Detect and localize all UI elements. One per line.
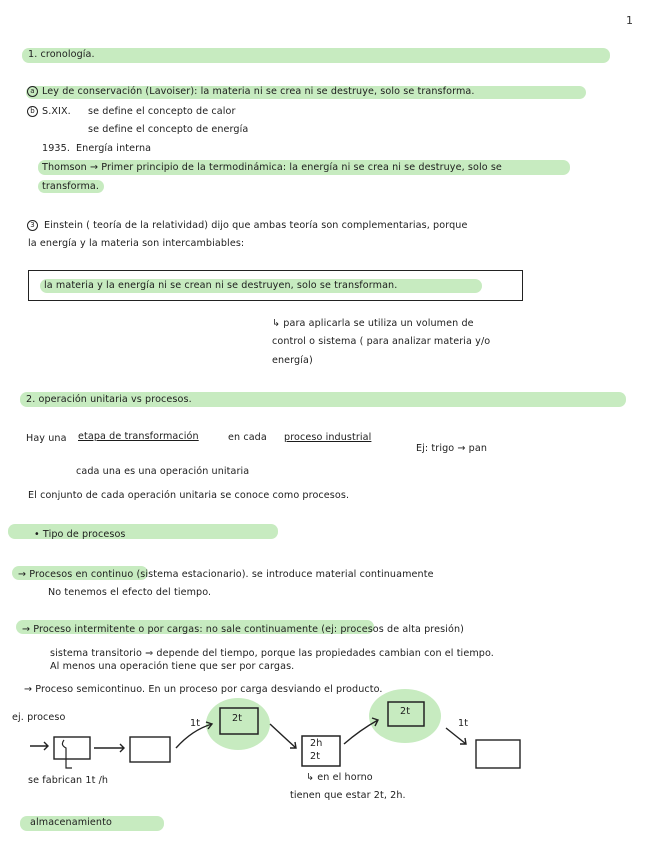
box-6 xyxy=(476,740,520,768)
era-text: S.XIX. xyxy=(42,106,71,117)
ejemplo-label: ej. proceso xyxy=(12,712,66,723)
box-4-label-a: 2h xyxy=(310,738,323,749)
einstein-text-2: la energía y la materia son intercambiables: xyxy=(28,238,245,249)
box-1 xyxy=(54,737,90,759)
etapa-text: etapa de transformación xyxy=(78,431,199,442)
box-5-label: 2t xyxy=(400,706,411,717)
marker-a: a xyxy=(27,86,38,97)
input-arrow xyxy=(30,742,48,750)
calor-text: se define el concepto de calor xyxy=(88,106,236,117)
continuo-text: → Procesos en continuo (sistema estacionario). se introduce material continuamente xyxy=(18,569,434,580)
horno-note-1: ↳ en el horno xyxy=(306,772,373,783)
semicontinuo-text: → Proceso semicontinuo. En un proceso por carga desviando el producto. xyxy=(24,684,383,695)
note-line-3: energía) xyxy=(272,355,313,366)
operacion-unitaria-note: cada una es una operación unitaria xyxy=(76,466,250,477)
tipo-procesos-title: • Tipo de procesos xyxy=(34,529,126,540)
box-3-label: 2t xyxy=(232,713,243,724)
hay-text: Hay una xyxy=(26,433,67,444)
transitorio-text: sistema transitorio ⇒ depende del tiempo, porque las propiedades cambian con el tiempo. xyxy=(50,648,494,659)
year-text: 1935. xyxy=(42,143,70,154)
fabrican-text: se fabrican 1t /h xyxy=(28,775,109,786)
page-number: 1 xyxy=(626,14,633,27)
thomson-text: Thomson → Primer principio de la termodinámica: la energía ni se crea ni se destruye, solo se xyxy=(42,162,502,173)
section-title-cronologia: 1. cronología. xyxy=(28,49,95,60)
al-menos-text: Al menos una operación tiene que ser por cargas. xyxy=(50,661,295,672)
almacenamiento-title: almacenamiento xyxy=(30,817,112,828)
arrow-3-4 xyxy=(270,724,296,748)
ej-trigo-pan: Ej: trigo → pan xyxy=(416,443,488,454)
thomson-text-2: transforma. xyxy=(42,181,100,192)
highlight-blob-1 xyxy=(206,698,270,750)
box-2 xyxy=(130,737,170,762)
note-line-1: ↳ para aplicarla se utiliza un volumen de xyxy=(272,318,474,329)
box-1-hook xyxy=(62,740,72,768)
boxed-statement: la materia y la energía ni se crean ni se destruyen, solo se transforman. xyxy=(44,280,398,291)
conjunto-text: El conjunto de cada operación unitaria se conoce como procesos. xyxy=(28,490,350,501)
ley-conservacion-text: Ley de conservación (Lavoiser): la materia ni se crea ni se destruye, solo se transforma. xyxy=(42,86,475,97)
note-line-2: control o sistema ( para analizar materia y/o xyxy=(272,336,491,347)
label-1t-right: 1t xyxy=(458,718,469,729)
en-cada-text: en cada xyxy=(228,432,267,443)
section-title-operacion: 2. operación unitaria vs procesos. xyxy=(26,394,192,405)
arrow-1-2 xyxy=(94,744,124,752)
marker-b: b xyxy=(27,106,38,117)
energia-interna-text: Energía interna xyxy=(76,143,152,154)
intermitente-text: → Proceso intermitente o por cargas: no sale continuamente (ej: procesos de alta presión) xyxy=(22,624,464,635)
box-4-label-b: 2t xyxy=(310,751,321,762)
arrow-5-6 xyxy=(446,728,466,744)
horno-note-2: tienen que estar 2t, 2h. xyxy=(290,790,406,801)
einstein-text: Einstein ( teoría de la relatividad) dijo que ambas teoría son complementarias, porque xyxy=(44,220,468,231)
marker-3: 3 xyxy=(27,220,38,231)
label-1t-left: 1t xyxy=(190,718,201,729)
energia-concept-text: se define el concepto de energía xyxy=(88,124,249,135)
continuo-text-2: No tenemos el efecto del tiempo. xyxy=(48,587,212,598)
proceso-industrial-text: proceso industrial xyxy=(284,432,372,443)
